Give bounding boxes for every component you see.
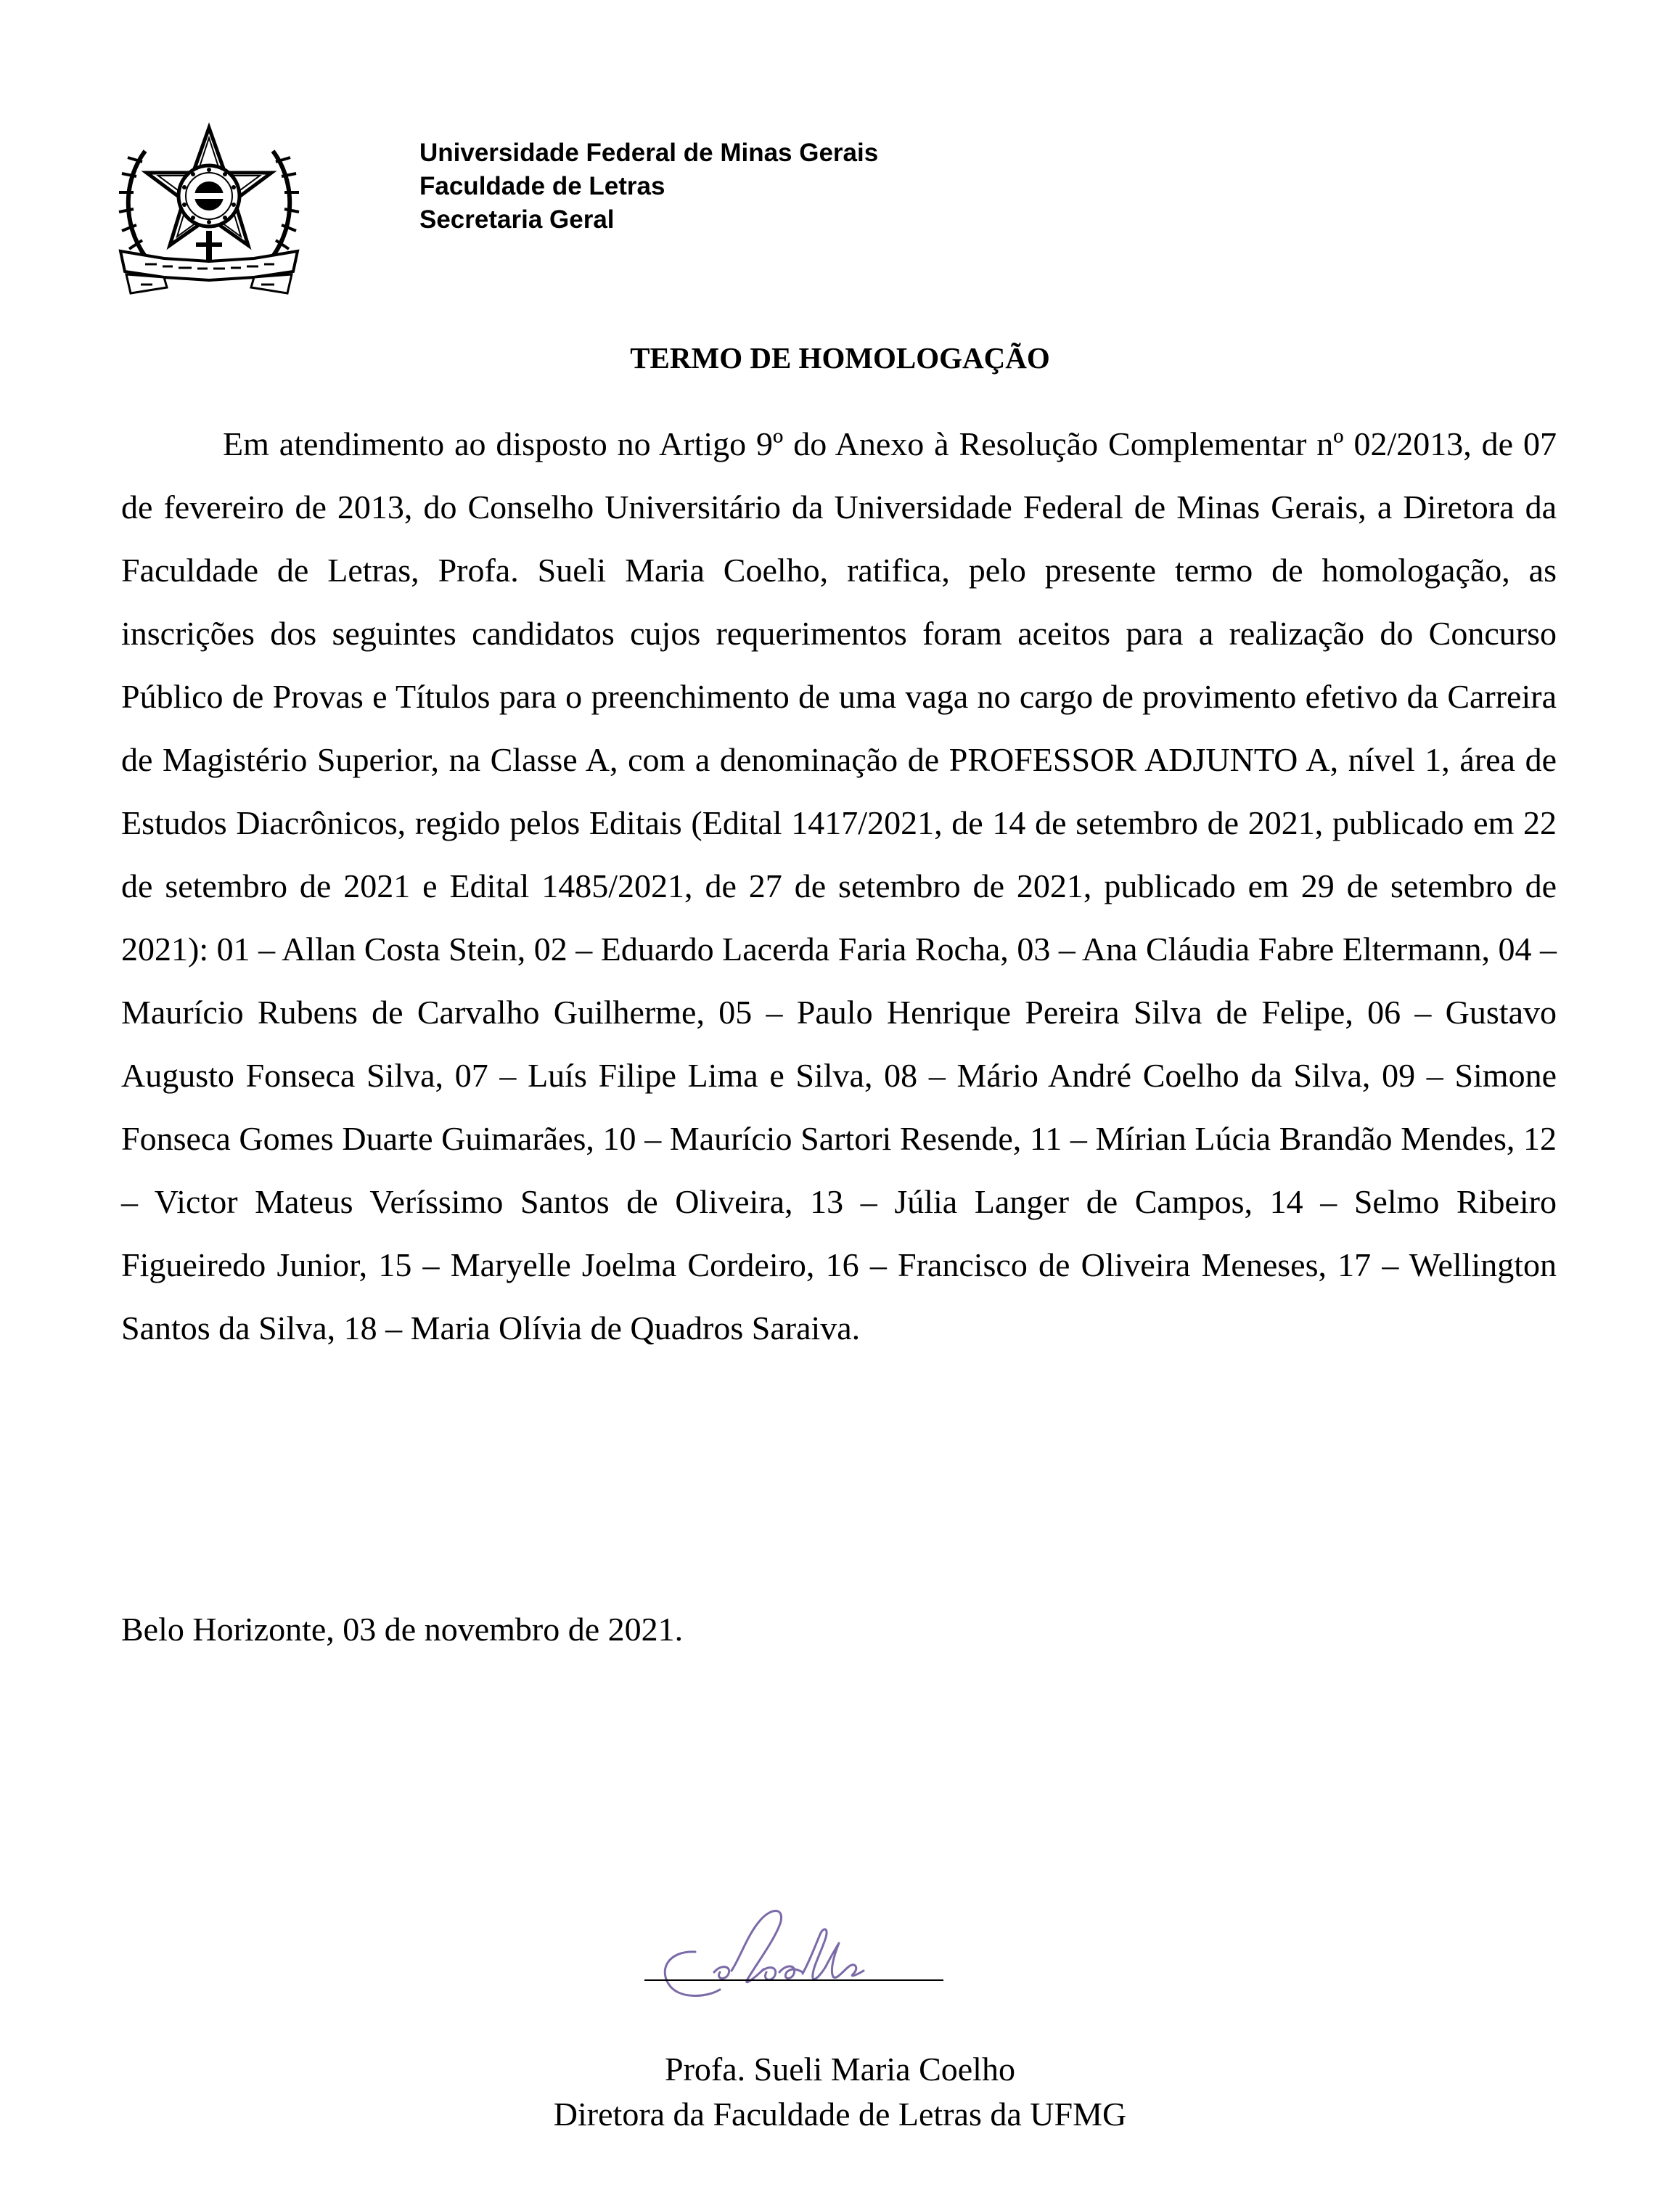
place-and-date: Belo Horizonte, 03 de novembro de 2021.	[121, 1611, 684, 1648]
homologation-paragraph: Em atendimento ao disposto no Artigo 9º do Anexo à Resolução Complementar nº 02/2013, de 07 de fevereiro de 2013, do Conselho Universitário da Universidade Federal de Minas Gerais, a Diretora da Faculdade de Letras, Profa. Sueli Maria Coelho, ratifica, pelo presente termo de homologação, as inscrições dos seguintes candidatos cujos requerimentos foram aceitos para a realização do Concurso Público de Provas e Títulos para o preenchimento de uma vaga no cargo de provimento efetivo da Carreira de Magistério Superior, na Classe A, com a denominação de PROFESSOR ADJUNTO A, nível 1, área de Estudos Diacrônicos, regido pelos Editais (Edital 1417/2021, de 14 de setembro de 2021, publicado em 22 de setembro de 2021 e Edital 1485/2021, de 27 de setembro de 2021, publicado em 29 de setembro de 2021): 01 – Allan Costa Stein, 02 – Eduardo Lacerda Faria Rocha, 03 – Ana Cláudia Fabre Eltermann, 04 – Maurício Rubens de Carvalho Guilherme, 05 – Paulo Henrique Pereira Silva de Felipe, 06 – Gustavo Augusto Fonseca Silva, 07 – Luís Filipe Lima e Silva, 08 – Mário André Coelho da Silva, 09 – Simone Fonseca Gomes Duarte Guimarães, 10 – Maurício Sartori Resende, 11 – Mírian Lúcia Brandão Mendes, 12 – Victor Mateus Veríssimo Santos de Oliveira, 13 – Júlia Langer de Campos, 14 – Selmo Ribeiro Figueiredo Junior, 15 – Maryelle Joelma Cordeiro, 16 – Francisco de Oliveira Meneses, 17 – Wellington Santos da Silva, 18 – Maria Olívia de Quadros Saraiva.	[121, 425, 1557, 1346]
department-name: Secretaria Geral	[419, 205, 615, 234]
document-title: TERMO DE HOMOLOGAÇÃO	[630, 341, 1050, 375]
signer-role: Diretora da Faculdade de Letras da UFMG	[553, 2096, 1127, 2133]
signature-line	[644, 1979, 943, 1981]
signer-name: Profa. Sueli Maria Coelho	[665, 2051, 1015, 2088]
signer-block	[0, 2047, 1680, 2137]
brazil-coat-of-arms-icon	[116, 122, 301, 300]
handwritten-signature	[639, 1891, 958, 2007]
university-name: Universidade Federal de Minas Gerais	[419, 139, 879, 167]
faculty-name: Faculdade de Letras	[419, 172, 665, 200]
institution-header	[419, 136, 878, 237]
